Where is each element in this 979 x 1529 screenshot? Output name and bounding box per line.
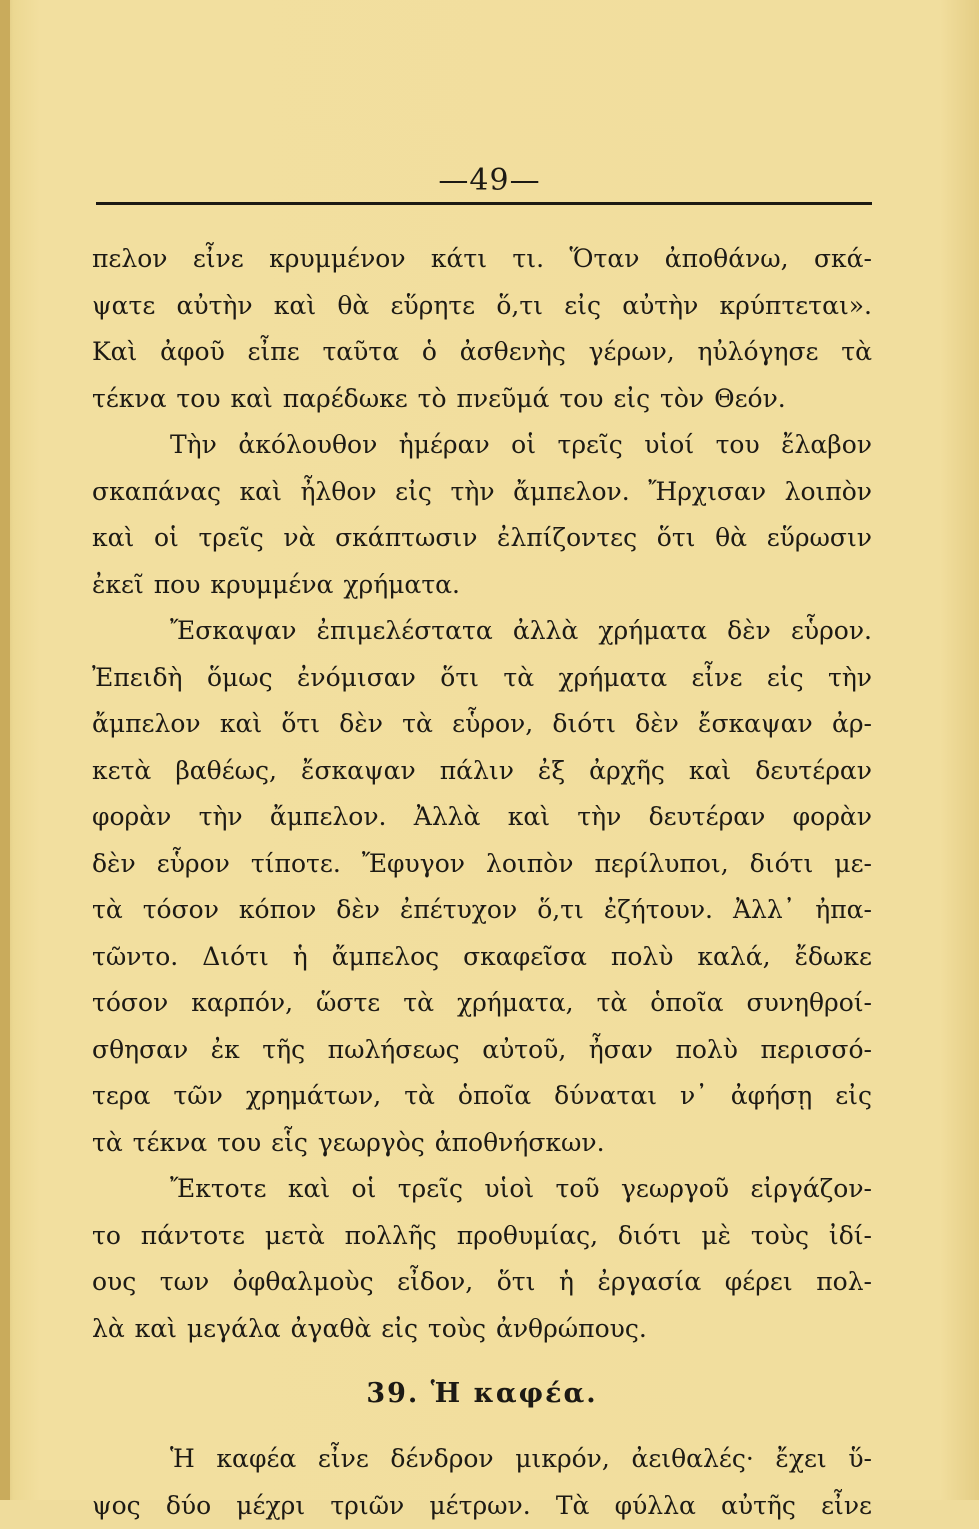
section-heading: 39. Ἡ καφέα. [92,1352,872,1436]
text-line: φορὰν τὴν ἄμπελον. Ἀλλὰ καὶ τὴν δευτέραν φορὰν [92,794,872,841]
text-line: σθησαν ἐκ τῆς πωλήσεως αὐτοῦ, ἦσαν πολὺ περισσό- [92,1027,872,1074]
text-line: καὶ οἱ τρεῖς νὰ σκάπτωσιν ἐλπίζοντες ὅτι θὰ εὕρωσιν [92,515,872,562]
text-line: το πάντοτε μετὰ πολλῆς προθυμίας, διότι μὲ τοὺς ἰδί- [92,1213,872,1260]
text-line: τὰ τέκνα του εἷς γεωργὸς ἀποθνήσκων. [92,1120,872,1167]
text-line: ψος δύο μέχρι τριῶν μέτρων. Τὰ φύλλα αὐτῆς εἶνε [92,1483,872,1529]
text-line: Καὶ ἀφοῦ εἶπε ταῦτα ὁ ἀσθενὴς γέρων, ηὐλόγησε τὰ [92,329,872,376]
text-line: Ἡ καφέα εἶνε δένδρον μικρόν, ἀειθαλές· ἔχει ὕ- [92,1436,872,1483]
text-line: ψατε αὐτὴν καὶ θὰ εὕρητε ὅ,τι εἰς αὐτὴν κρύπτεται». [92,283,872,330]
text-line: ἐκεῖ που κρυμμένα χρήματα. [92,562,872,609]
text-line: τόσον καρπόν, ὥστε τὰ χρήματα, τὰ ὁποῖα συνηθροί- [92,980,872,1027]
text-line: τὰ τόσον κόπον δὲν ἐπέτυχον ὅ,τι ἐζήτουν. Ἀλλ᾽ ἠπα- [92,887,872,934]
header-rule [96,202,872,205]
text-line: πελον εἶνε κρυμμένον κάτι τι. Ὅταν ἀποθάνω, σκά- [92,236,872,283]
text-line: Ἐπειδὴ ὅμως ἐνόμισαν ὅτι τὰ χρήματα εἶνε εἰς τὴν [92,655,872,702]
text-line: τερα τῶν χρημάτων, τὰ ὁποῖα δύναται ν᾽ ἀφήσῃ εἰς [92,1073,872,1120]
text-line: Τὴν ἀκόλουθον ἡμέραν οἱ τρεῖς υἱοί του ἔλαβον [92,422,872,469]
text-line: Ἔσκαψαν ἐπιμελέστατα ἀλλὰ χρήματα δὲν εὗρον. [92,608,872,655]
text-line: τέκνα του καὶ παρέδωκε τὸ πνεῦμά του εἰς τὸν Θεόν. [92,376,872,423]
text-line: τῶντο. Διότι ἡ ἄμπελος σκαφεῖσα πολὺ καλά, ἔδωκε [92,934,872,981]
body-text [92,236,872,1529]
text-line: ἄμπελον καὶ ὅτι δὲν τὰ εὗρον, διότι δὲν ἔσκαψαν ἀρ- [92,701,872,748]
text-line: σκαπάνας καὶ ἦλθον εἰς τὴν ἄμπελον. Ἤρχισαν λοιπὸν [92,469,872,516]
text-line: κετὰ βαθέως, ἔσκαψαν πάλιν ἐξ ἀρχῆς καὶ δευτέραν [92,748,872,795]
text-line: δὲν εὗρον τίποτε. Ἔφυγον λοιπὸν περίλυποι, διότι με- [92,841,872,888]
text-line: ους των ὀφθαλμοὺς εἶδον, ὅτι ἡ ἐργασία φέρει πολ- [92,1259,872,1306]
page-number: —49— [0,163,979,198]
text-line: Ἔκτοτε καὶ οἱ τρεῖς υἱοὶ τοῦ γεωργοῦ εἰργάζον- [92,1166,872,1213]
page-spine [0,0,10,1500]
text-line: λὰ καὶ μεγάλα ἀγαθὰ εἰς τοὺς ἀνθρώπους. [92,1306,872,1353]
